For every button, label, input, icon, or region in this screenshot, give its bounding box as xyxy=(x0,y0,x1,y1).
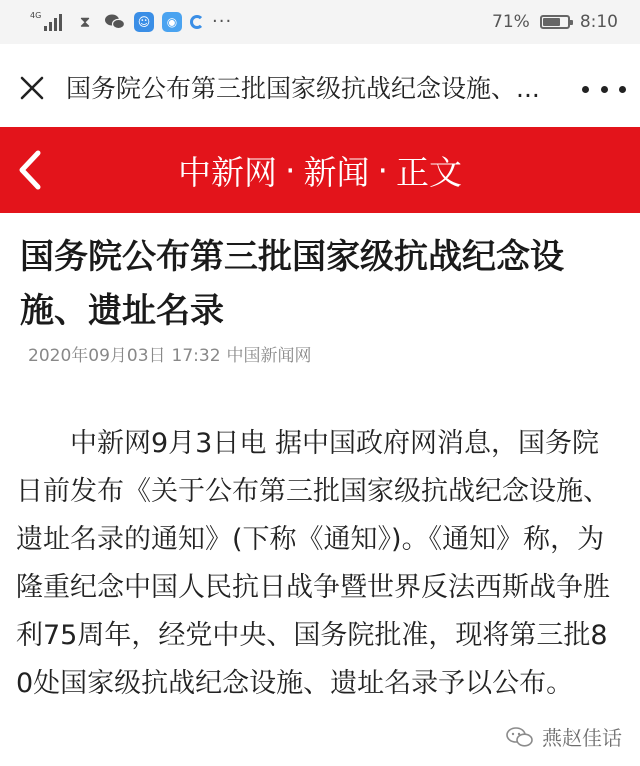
signal-icon xyxy=(30,11,66,33)
more-notifications-icon: ··· xyxy=(212,11,233,32)
watermark xyxy=(506,722,622,751)
webview-title-bar xyxy=(0,56,640,126)
more-menu-button[interactable] xyxy=(582,74,626,104)
article-date: 2020年09月03日 xyxy=(28,346,166,366)
breadcrumb-separator: · xyxy=(285,150,296,190)
chevron-left-icon xyxy=(12,147,48,193)
back-button[interactable] xyxy=(12,147,48,193)
breadcrumb-page: 正文 xyxy=(396,152,462,192)
status-icons-right xyxy=(492,9,618,35)
article-time: 17:32 xyxy=(171,346,221,366)
clock: 8:10 xyxy=(579,12,618,32)
loading-ring-icon xyxy=(190,15,204,29)
channel-header xyxy=(0,127,640,213)
article-meta xyxy=(28,344,318,368)
status-icons-left xyxy=(30,9,232,35)
article-body: 中新网9月3日电 据中国政府网消息，国务院日前发布《关于公布第三批国家级抗战纪念设施、遗址名录的通知》(下称《通知》)。《通知》称，为隆重纪念中国人民抗日战争暨世界反法西斯战争胜利75周年，经党中央、国务院批准，现将第三批80处国家级抗战纪念设施、遗址名录予以公布。 xyxy=(16,428,610,699)
more-dot-icon xyxy=(601,86,608,93)
breadcrumb-site[interactable]: 中新网 xyxy=(178,152,277,192)
channel-breadcrumb xyxy=(0,127,640,213)
page-title: 国务院公布第三批国家级抗战纪念设施、... xyxy=(66,74,540,103)
article-title: 国务院公布第三批国家级抗战纪念设施、遗址名录 xyxy=(20,237,564,331)
more-dot-icon xyxy=(582,86,589,93)
watermark-text: 燕赵佳话 xyxy=(542,726,622,750)
wechat-icon xyxy=(506,726,534,748)
close-icon xyxy=(14,70,50,106)
status-bar xyxy=(0,0,640,44)
hourglass-icon: ⧗ xyxy=(79,13,91,31)
breadcrumb-section[interactable]: 新闻 xyxy=(303,152,370,192)
battery-icon xyxy=(540,15,570,29)
battery-percent: 71% xyxy=(492,12,530,32)
breadcrumb-separator: · xyxy=(377,150,388,190)
close-button[interactable] xyxy=(14,70,50,106)
more-dot-icon xyxy=(619,86,626,93)
article-source: 中国新闻网 xyxy=(226,346,312,366)
wechat-notification-icon xyxy=(104,11,126,33)
app-notification-icon-2: ◉ xyxy=(162,12,182,32)
app-notification-icon: ☺ xyxy=(134,12,154,32)
network-type: 4G xyxy=(30,11,42,20)
